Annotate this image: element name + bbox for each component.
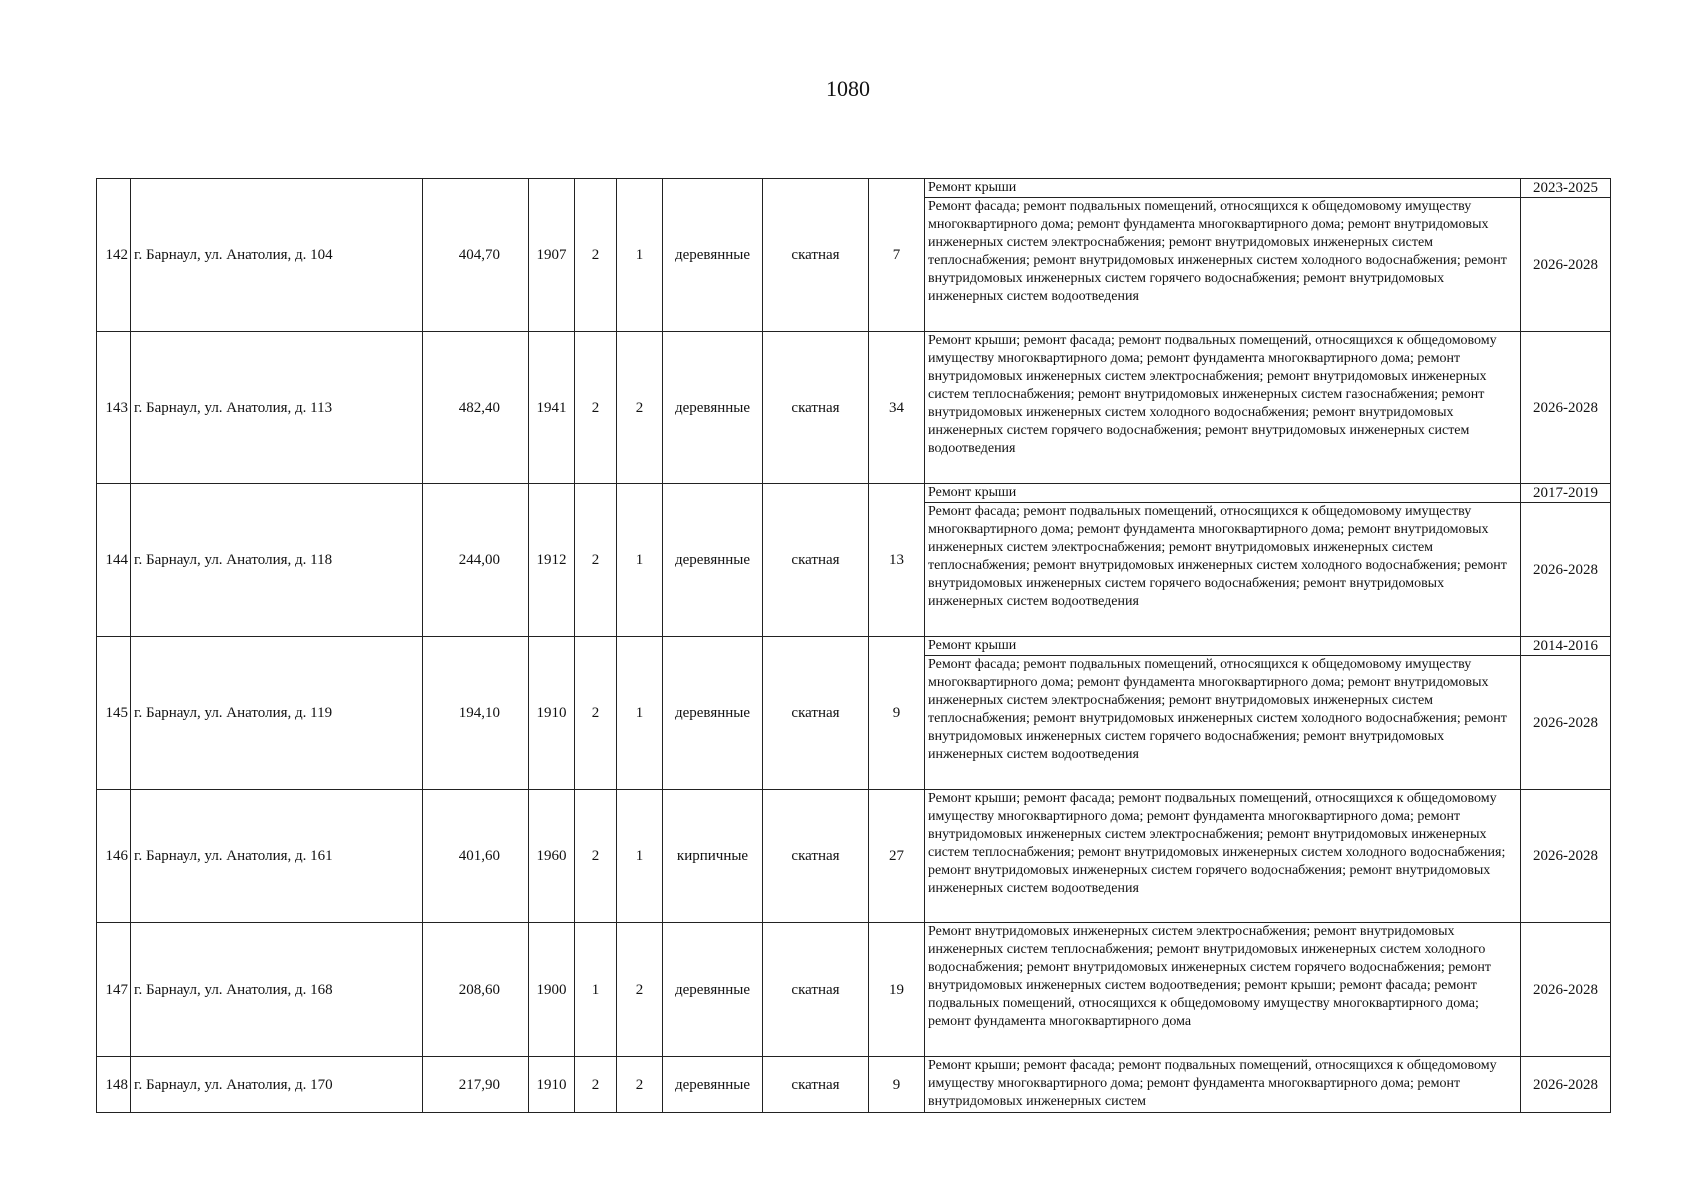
residents: 34	[869, 332, 925, 484]
floors: 2	[575, 484, 617, 637]
work-description: Ремонт фасада; ремонт подвальных помещений, относящихся к общедомовому имуществу многоквартирного дома; ремонт фундамента многоквартирного дома; ремонт внутридомовых инженерных систем электроснабжения; ремонт внутридомовых инженерных систем теплоснабжения; ремонт внутридомовых инженерных систем холодного водоснабжения; ремонт внутридомовых инженерных систем горячего водоснабжения; ремонт внутридомовых инженерных систем водоотведения	[925, 198, 1521, 332]
wall-material: деревянные	[663, 484, 763, 637]
work-period: 2026-2028	[1521, 1057, 1611, 1113]
address: г. Барнаул, ул. Анатолия, д. 170	[131, 1057, 423, 1113]
work-description: Ремонт фасада; ремонт подвальных помещений, относящихся к общедомовому имуществу многоквартирного дома; ремонт фундамента многоквартирного дома; ремонт внутридомовых инженерных систем электроснабжения; ремонт внутридомовых инженерных систем теплоснабжения; ремонт внутридомовых инженерных систем холодного водоснабжения; ремонт внутридомовых инженерных систем горячего водоснабжения; ремонт внутридомовых инженерных систем водоотведения	[925, 503, 1521, 637]
address: г. Барнаул, ул. Анатолия, д. 118	[131, 484, 423, 637]
roof-type: скатная	[763, 179, 869, 332]
page-number: 1080	[826, 76, 870, 101]
floors: 2	[575, 790, 617, 923]
wall-material: деревянные	[663, 1057, 763, 1113]
entrances: 1	[617, 179, 663, 332]
row-number: 144	[97, 484, 131, 637]
work-period: 2023-2025	[1521, 179, 1611, 198]
build-year: 1900	[529, 923, 575, 1057]
roof-type: скатная	[763, 637, 869, 790]
residents: 13	[869, 484, 925, 637]
wall-material: деревянные	[663, 332, 763, 484]
wall-material: кирпичные	[663, 790, 763, 923]
residents: 9	[869, 1057, 925, 1113]
address: г. Барнаул, ул. Анатолия, д. 119	[131, 637, 423, 790]
entrances: 1	[617, 484, 663, 637]
floors: 2	[575, 179, 617, 332]
work-period: 2026-2028	[1521, 923, 1611, 1057]
work-period: 2017-2019	[1521, 484, 1611, 503]
roof-type: скатная	[763, 923, 869, 1057]
entrances: 2	[617, 923, 663, 1057]
work-period: 2026-2028	[1521, 332, 1611, 484]
build-year: 1907	[529, 179, 575, 332]
roof-type: скатная	[763, 790, 869, 923]
row-number: 147	[97, 923, 131, 1057]
total-area: 208,60	[423, 923, 529, 1057]
table-row	[97, 637, 1611, 656]
entrances: 1	[617, 790, 663, 923]
address: г. Барнаул, ул. Анатолия, д. 113	[131, 332, 423, 484]
residents: 19	[869, 923, 925, 1057]
floors: 2	[575, 332, 617, 484]
table-row	[97, 332, 1611, 484]
entrances: 2	[617, 1057, 663, 1113]
row-number: 142	[97, 179, 131, 332]
housing-registry-table	[96, 178, 1611, 1113]
work-description: Ремонт крыши; ремонт фасада; ремонт подвальных помещений, относящихся к общедомовому имуществу многоквартирного дома; ремонт фундамента многоквартирного дома; ремонт внутридомовых инженерных систем электроснабжения; ремонт внутридомовых инженерных систем теплоснабжения; ремонт внутридомовых инженерных систем холодного водоснабжения; ремонт внутридомовых инженерных систем горячего водоснабжения; ремонт внутридомовых инженерных систем водоотведения	[925, 790, 1521, 923]
work-description: Ремонт крыши	[925, 179, 1521, 198]
work-period: 2026-2028	[1521, 790, 1611, 923]
row-number: 145	[97, 637, 131, 790]
table-row	[97, 790, 1611, 923]
address: г. Барнаул, ул. Анатолия, д. 161	[131, 790, 423, 923]
work-description: Ремонт крыши	[925, 484, 1521, 503]
work-period: 2026-2028	[1521, 656, 1611, 790]
total-area: 404,70	[423, 179, 529, 332]
build-year: 1910	[529, 637, 575, 790]
residents: 7	[869, 179, 925, 332]
floors: 1	[575, 923, 617, 1057]
table-row	[97, 923, 1611, 1057]
work-description: Ремонт крыши; ремонт фасада; ремонт подвальных помещений, относящихся к общедомовому имуществу многоквартирного дома; ремонт фундамента многоквартирного дома; ремонт внутридомовых инженерных систем	[925, 1057, 1521, 1113]
build-year: 1941	[529, 332, 575, 484]
table-row	[97, 179, 1611, 198]
wall-material: деревянные	[663, 923, 763, 1057]
row-number: 143	[97, 332, 131, 484]
build-year: 1912	[529, 484, 575, 637]
floors: 2	[575, 1057, 617, 1113]
work-description: Ремонт фасада; ремонт подвальных помещений, относящихся к общедомовому имуществу многоквартирного дома; ремонт фундамента многоквартирного дома; ремонт внутридомовых инженерных систем электроснабжения; ремонт внутридомовых инженерных систем теплоснабжения; ремонт внутридомовых инженерных систем холодного водоснабжения; ремонт внутридомовых инженерных систем горячего водоснабжения; ремонт внутридомовых инженерных систем водоотведения	[925, 656, 1521, 790]
table-row	[97, 484, 1611, 503]
residents: 27	[869, 790, 925, 923]
work-description: Ремонт крыши	[925, 637, 1521, 656]
address: г. Барнаул, ул. Анатолия, д. 104	[131, 179, 423, 332]
residents: 9	[869, 637, 925, 790]
total-area: 244,00	[423, 484, 529, 637]
entrances: 2	[617, 332, 663, 484]
roof-type: скатная	[763, 1057, 869, 1113]
row-number: 148	[97, 1057, 131, 1113]
total-area: 217,90	[423, 1057, 529, 1113]
entrances: 1	[617, 637, 663, 790]
total-area: 401,60	[423, 790, 529, 923]
build-year: 1960	[529, 790, 575, 923]
work-period: 2014-2016	[1521, 637, 1611, 656]
total-area: 482,40	[423, 332, 529, 484]
row-number: 146	[97, 790, 131, 923]
address: г. Барнаул, ул. Анатолия, д. 168	[131, 923, 423, 1057]
build-year: 1910	[529, 1057, 575, 1113]
roof-type: скатная	[763, 484, 869, 637]
work-description: Ремонт крыши; ремонт фасада; ремонт подвальных помещений, относящихся к общедомовому имуществу многоквартирного дома; ремонт фундамента многоквартирного дома; ремонт внутридомовых инженерных систем электроснабжения; ремонт внутридомовых инженерных систем теплоснабжения; ремонт внутридомовых инженерных систем газоснабжения; ремонт внутридомовых инженерных систем холодного водоснабжения; ремонт внутридомовых инженерных систем горячего водоснабжения; ремонт внутридомовых инженерных систем водоотведения	[925, 332, 1521, 484]
work-description: Ремонт внутридомовых инженерных систем электроснабжения; ремонт внутридомовых инженерных систем теплоснабжения; ремонт внутридомовых инженерных систем холодного водоснабжения; ремонт внутридомовых инженерных систем горячего водоснабжения; ремонт внутридомовых инженерных систем водоотведения; ремонт крыши; ремонт фасада; ремонт подвальных помещений, относящихся к общедомовому имуществу многоквартирного дома; ремонт фундамента многоквартирного дома	[925, 923, 1521, 1057]
wall-material: деревянные	[663, 637, 763, 790]
floors: 2	[575, 637, 617, 790]
table-row	[97, 1057, 1611, 1113]
work-period: 2026-2028	[1521, 503, 1611, 637]
roof-type: скатная	[763, 332, 869, 484]
total-area: 194,10	[423, 637, 529, 790]
wall-material: деревянные	[663, 179, 763, 332]
work-period: 2026-2028	[1521, 198, 1611, 332]
